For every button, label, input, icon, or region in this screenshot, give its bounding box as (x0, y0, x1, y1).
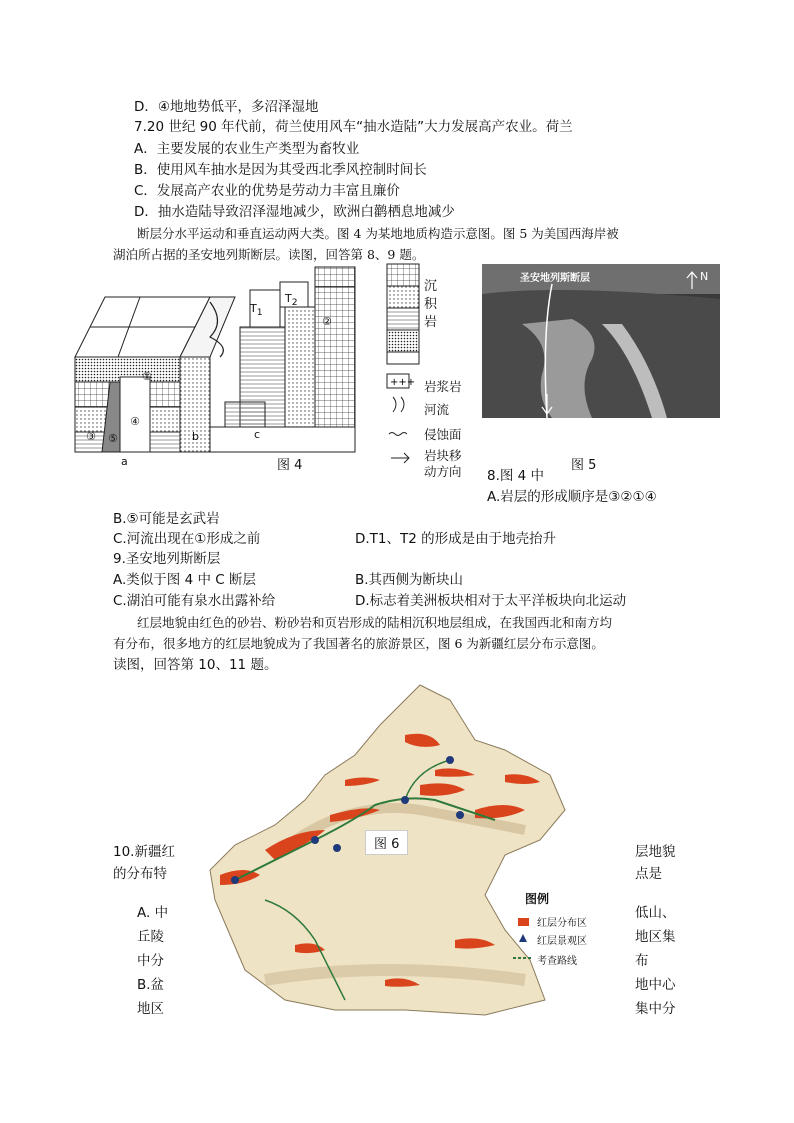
fig4-label-3: ③ (86, 430, 96, 443)
figure-4-caption: 图 4 (277, 458, 303, 473)
figure-6-map (205, 680, 635, 1020)
q10-right-4: 地区集 (635, 929, 676, 945)
q10-right-2: 点是 (635, 866, 662, 882)
q8-option-b: B.⑤可能是玄武岩 (113, 511, 220, 527)
fig4-t2 (285, 292, 298, 308)
fig6-legend-title: 图例 (525, 892, 550, 906)
q7-stem: 7.20 世纪 90 年代前，荷兰使用风车“抽水造陆”大力发展高产农业。荷兰 (134, 119, 573, 135)
intro-fault-2: 湖泊所占据的圣安地列斯断层。读图，回答第 8、9 题。 (113, 247, 425, 262)
q8-option-c: C.河流出现在①形成之前 (113, 531, 261, 547)
q7-option-d: D．抽水造陆导致沼泽湿地减少，欧洲白鹳栖息地减少 (134, 204, 455, 220)
fig4-label-4: ④ (130, 415, 140, 428)
fig5-fault-label: 圣安地列斯断层 (520, 273, 590, 284)
q7-option-a: A．主要发展的农业生产类型为畜牧业 (134, 141, 360, 157)
q8-option-a: A.岩层的形成顺序是③②①④ (487, 489, 657, 505)
svg-text:+++: +++ (390, 377, 416, 388)
intro-redbed-2: 有分布，很多地方的红层地貌成为了我国著名的旅游景区，图 6 为新疆红层分布示意图。 (113, 636, 604, 651)
intro-fault-1: 断层分水平运动和垂直运动两大类。图 4 为某地地质构造示意图。图 5 为美国西海岸被 (137, 226, 619, 241)
q9-option-a: A.类似于图 4 中 C 断层 (113, 572, 256, 588)
q7-option-c: C．发展高产农业的优势是劳动力丰富且廉价 (134, 183, 400, 199)
legend-erosion: 侵蚀面 (424, 427, 462, 442)
fig4-label-5: ⑤ (108, 432, 118, 445)
q10-right-6: 地中心 (635, 977, 676, 993)
fig4-t2-letter: T (285, 292, 292, 305)
fig6-legend-route: 考查路线 (537, 956, 577, 967)
legend-move-line-1: 岩块移 (424, 448, 462, 463)
q10-left-3: A. 中 (137, 905, 169, 921)
figure-5-caption: 图 5 (571, 458, 597, 473)
q9-option-d: D.标志着美洲板块相对于太平洋板块向北运动 (355, 593, 627, 609)
q10-left-6: B.盆 (137, 977, 165, 993)
q10-right-3: 低山、 (635, 905, 676, 921)
legend-block-move (424, 448, 462, 480)
fig4-t1-sub: 1 (256, 307, 263, 319)
q9-option-b: B.其西侧为断块山 (355, 572, 464, 588)
figure-6-caption: 图 6 (365, 830, 408, 855)
legend-river: 河流 (424, 402, 450, 417)
legend-sed-char-2: 积 (424, 297, 438, 312)
q9-stem: 9.圣安地列斯断层 (113, 551, 221, 567)
q10-left-7: 地区 (137, 1001, 164, 1017)
intro-redbed-1: 红层地貌由红色的砂岩、粉砂岩和页岩形成的陆相沉积地层组成，在我国西北和南方均 (137, 615, 613, 630)
legend-sed-char-3: 岩 (424, 315, 438, 330)
fig4-label-b: b (192, 430, 199, 443)
intro-redbed-3: 读图，回答第 10、11 题。 (113, 657, 278, 673)
figure-5-photo (482, 264, 720, 418)
fig5-north-label: N (700, 270, 709, 283)
q10-right-7: 集中分 (635, 1001, 676, 1017)
xinjiang-map (205, 680, 635, 1020)
fig5-scene (482, 264, 720, 418)
q8-stem: 8.图 4 中 (487, 468, 545, 484)
fig6-legend-red: 红层分布区 (537, 918, 587, 929)
fig4-t2-sub: 2 (291, 297, 298, 309)
q8-option-d: D.T1、T2 的形成是由于地壳抬升 (355, 531, 557, 547)
fig4-label-2: ② (322, 315, 332, 328)
q10-right-5: 布 (635, 953, 649, 969)
q10-left-4: 丘陵 (137, 929, 164, 945)
fig4-label-1: ① (142, 370, 152, 383)
q6-option-d: D．④地地势低平，多沼泽湿地 (134, 99, 319, 115)
legend-move-line-2: 动方向 (424, 464, 462, 479)
legend-sed-char-1: 沉 (424, 279, 438, 294)
q9-option-c: C.湖泊可能有泉水出露补给 (113, 593, 276, 609)
fig4-t1 (250, 302, 263, 318)
q10-left-5: 中分 (137, 953, 164, 969)
q7-option-b: B．使用风车抽水是因为其受西北季风控制时间长 (134, 162, 427, 178)
fig6-legend-scenic: 红层景观区 (537, 936, 587, 947)
legend-magmatic: 岩浆岩 (424, 379, 462, 394)
fig4-label-c: c (254, 428, 261, 441)
legend-sedimentary (424, 278, 437, 332)
q10-right-1: 层地貌 (635, 844, 676, 860)
q10-left-2: 的分布特 (113, 866, 167, 882)
fig4-label-a: a (121, 455, 128, 468)
q10-left-1: 10.新疆红 (113, 844, 175, 860)
fig4-t1-letter: T (250, 302, 257, 315)
